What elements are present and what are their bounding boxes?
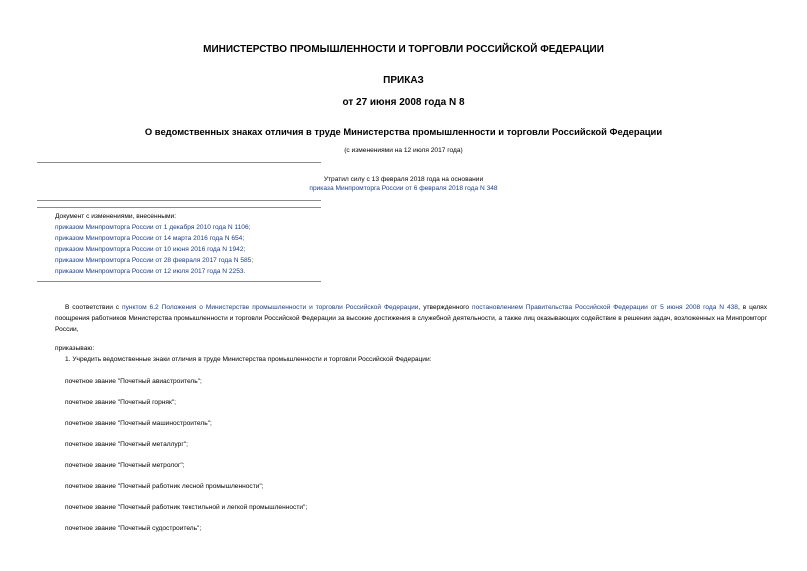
- changes-intro: Документ с изменениями, внесенными:: [55, 213, 177, 220]
- honorary-title: почетное звание "Почетный горняк";: [65, 399, 177, 406]
- change-link[interactable]: приказом Минпромторга России от 14 марта 2016 года N 654;: [55, 235, 245, 242]
- amended-note: (с изменениями на 12 июля 2017 года): [344, 147, 463, 154]
- preamble-text: В соответствии с: [65, 304, 123, 311]
- divider: [37, 162, 321, 163]
- change-link[interactable]: приказом Минпромторга России от 10 июня 2016 года N 1942;: [55, 246, 246, 253]
- honorary-title: почетное звание "Почетный работник текстильной и легкой промышленности";: [65, 504, 308, 511]
- preamble: [55, 302, 767, 335]
- preamble-text: , утвержденного: [418, 304, 473, 311]
- change-link[interactable]: приказом Минпромторга России от 28 февраля 2017 года N 585;: [55, 257, 254, 264]
- resolution-link[interactable]: постановлением Правительства Российской Федерации от 5 июня 2008 года N 438: [472, 304, 738, 311]
- change-link[interactable]: приказом Минпромторга России от 12 июля 2017 года N 2253.: [55, 268, 246, 275]
- item-1: 1. Учредить ведомственные знаки отличия в труде Министерства промышленности и торговли Российской Федерации:: [65, 356, 432, 363]
- divider: [37, 281, 321, 282]
- honorary-title: почетное звание "Почетный машиностроитель";: [65, 420, 212, 427]
- divider: [37, 200, 321, 201]
- doc-subject: О ведомственных знаках отличия в труде Министерства промышленности и торговли Российской Федерации: [144, 126, 663, 137]
- regulation-link[interactable]: пунктом 6.2 Положения о Министерстве промышленности и торговли Российской Федерации: [122, 304, 419, 311]
- ministry-title: МИНИСТЕРСТВО ПРОМЫШЛЕННОСТИ И ТОРГОВЛИ РОССИЙСКОЙ ФЕДЕРАЦИИ: [203, 44, 604, 55]
- doc-date: от 27 июня 2008 года N 8: [342, 97, 465, 108]
- honorary-title: почетное звание "Почетный авиастроитель";: [65, 378, 202, 385]
- honorary-title: почетное звание "Почетный метролог";: [65, 462, 185, 469]
- divider: [37, 207, 321, 208]
- preamble-text: , в целях поощрения работников Министерства промышленности и торговли Российской Федерации за высокие достижения в служебной деятельности, а также лиц оказывающих содействие в решении задач, возложенных на Минпромторг России,: [55, 304, 767, 333]
- honorary-title: почетное звание "Почетный работник лесной промышленности";: [65, 483, 264, 490]
- changes-block: [55, 211, 253, 277]
- order-word: приказываю:: [55, 345, 95, 352]
- change-link[interactable]: приказом Минпромторга России от 1 декабря 2010 года N 1106;: [55, 224, 251, 231]
- doc-type: ПРИКАЗ: [383, 75, 424, 86]
- expired-text: Утратил силу с 13 февраля 2018 года на основании: [323, 176, 484, 183]
- honorary-title: почетное звание "Почетный судостроитель";: [65, 525, 202, 532]
- honorary-title: почетное звание "Почетный металлург";: [65, 441, 188, 448]
- expired-link[interactable]: приказа Минпромторга России от 6 февраля 2018 года N 348: [309, 185, 498, 192]
